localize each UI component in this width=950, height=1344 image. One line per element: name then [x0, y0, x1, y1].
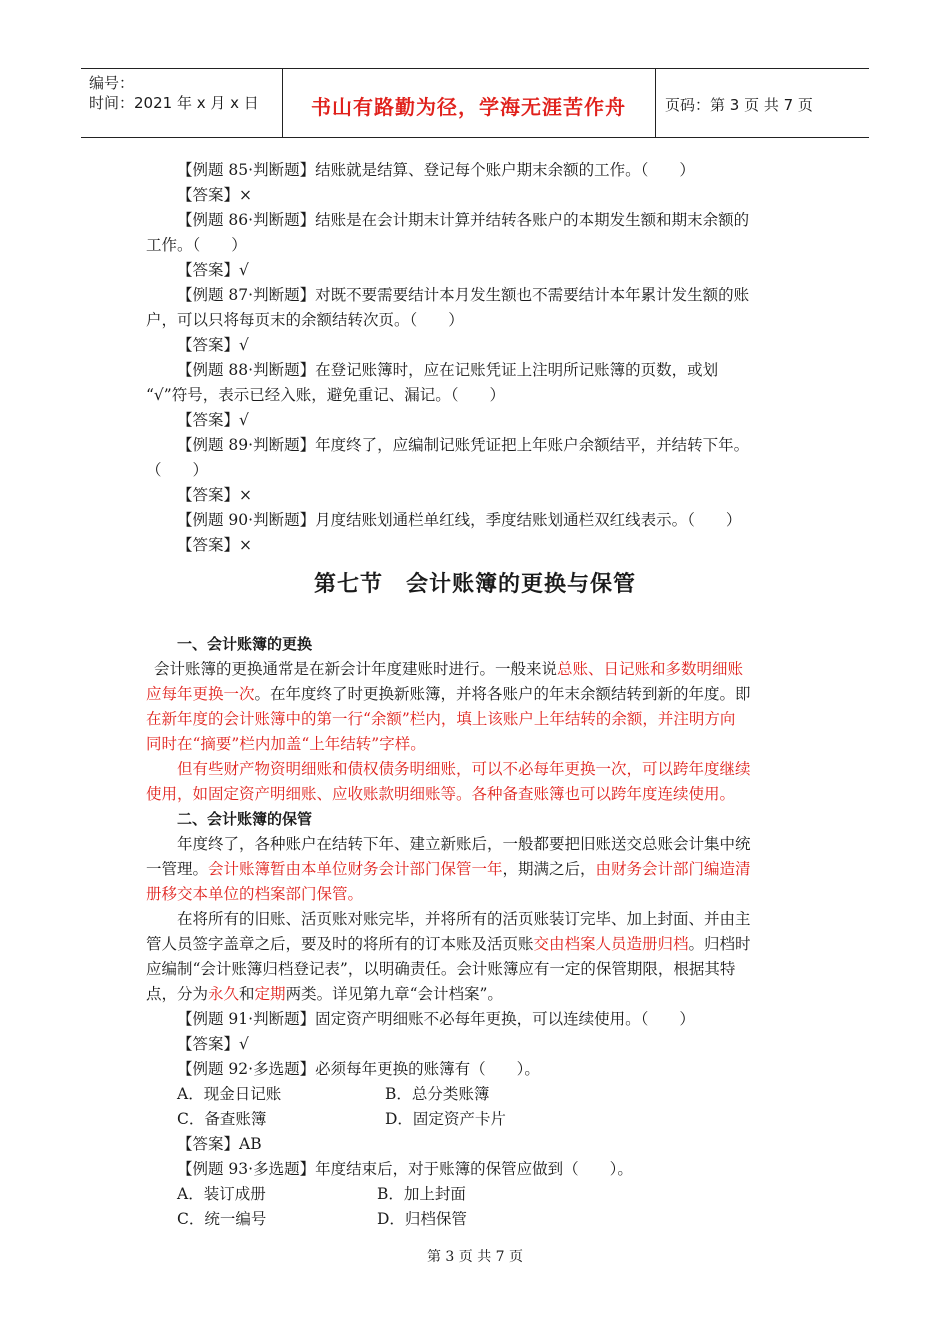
- question-92: 【例题 92·多选题】必须每年更换的账簿有（ ）。: [177, 1060, 540, 1078]
- paragraph-line: 管人员签字盖章之后，要及时的将所有的订本账及活页账交由档案人员造册归档。归档时: [146, 935, 751, 953]
- highlight-text: 应每年更换一次: [146, 685, 255, 703]
- question-87: 【例题 87·判断题】对既不要需要结计本月发生额也不需要结计本年累计发生额的账: [177, 286, 750, 304]
- paragraph-line: 册移交本单位的档案部门保管。: [146, 885, 364, 903]
- answer-88: 【答案】√: [177, 411, 249, 429]
- highlight-text: 永久: [208, 985, 240, 1003]
- header-motto: 书山有路勤为径，学海无涯苦作舟: [311, 95, 626, 119]
- highlight-text: 会计账簿暂由本单位财务会计部门保管一年: [208, 860, 503, 878]
- highlight-text: 交由档案人员造册归档: [533, 935, 689, 953]
- paragraph-line: 应每年更换一次。在年度终了时更换新账簿，并将各账户的年末余额结转到新的年度。即: [146, 685, 751, 703]
- answer-87: 【答案】√: [177, 336, 249, 354]
- paragraph-line: 点，分为永久和定期两类。详见第九章“会计档案”。: [146, 985, 503, 1003]
- question-88-cont: “√”符号，表示已经入账，避免重记、漏记。（ ）: [146, 386, 505, 404]
- highlight-text: 定期: [254, 985, 286, 1003]
- paragraph-line: 一管理。会计账簿暂由本单位财务会计部门保管一年，期满之后，由财务会计部门编造清: [146, 860, 751, 878]
- paragraph-exceptions: 但有些财产物资明细账和债权债务明细账，可以不必每年更换一次，可以跨年度继续: [177, 760, 751, 778]
- option-d: D．固定资产卡片: [385, 1110, 506, 1128]
- option-c: C．备查账簿: [177, 1110, 267, 1128]
- header-date: 时间：2021 年 x 月 x 日: [89, 94, 259, 112]
- paragraph-line: 同时在“摘要”栏内加盖“上年结转”字样。: [146, 735, 426, 753]
- option-d: D．归档保管: [377, 1210, 467, 1228]
- options-row: [146, 1107, 808, 1132]
- header-meta: [89, 73, 279, 113]
- page-footer: 第 3 页 共 7 页: [426, 1249, 524, 1265]
- question-86-cont: 工作。（ ）: [146, 236, 247, 254]
- paragraph-archiving: 在将所有的旧账、活页账对账完毕，并将所有的活页账装订完毕、加上封面、并由主: [177, 910, 751, 928]
- option-a: A．装订成册: [177, 1185, 266, 1203]
- options-row: [146, 1207, 808, 1232]
- option-c: C．统一编号: [177, 1210, 267, 1228]
- answer-85: 【答案】×: [177, 186, 252, 204]
- answer-90: 【答案】×: [177, 536, 252, 554]
- question-89-cont: （ ）: [146, 461, 209, 479]
- question-88: 【例题 88·判断题】在登记账簿时，应在记账凭证上注明所记账簿的页数，或划: [177, 361, 719, 379]
- exercise-block-1: [146, 158, 808, 558]
- section-body: [146, 632, 808, 1232]
- header-divider: [655, 69, 656, 137]
- options-row: [146, 1182, 808, 1207]
- section-title: 第七节 会计账簿的更换与保管: [313, 572, 636, 597]
- subheading-storage: 二、会计账簿的保管: [177, 810, 313, 828]
- question-91: 【例题 91·判断题】固定资产明细账不必每年更换，可以连续使用。（ ）: [177, 1010, 695, 1028]
- paragraph-line: 使用，如固定资产明细账、应收账款明细账等。各种备查账簿也可以跨年度连续使用。: [146, 785, 736, 803]
- question-85: 【例题 85·判断题】结账就是结算、登记每个账户期末余额的工作。（ ）: [177, 161, 695, 179]
- option-a: A．现金日记账: [177, 1085, 282, 1103]
- answer-91: 【答案】√: [177, 1035, 249, 1053]
- header-number: 编号：: [89, 74, 135, 92]
- question-89: 【例题 89·判断题】年度终了，应编制记账凭证把上年账户余额结平，并结转下年。: [177, 436, 750, 454]
- question-90: 【例题 90·判断题】月度结账划通栏单红线，季度结账划通栏双红线表示。（ ）: [177, 511, 742, 529]
- paragraph-line: 在新年度的会计账簿中的第一行“余额”栏内，填上该账户上年结转的余额，并注明方向: [146, 710, 736, 728]
- option-b: B．总分类账簿: [385, 1085, 490, 1103]
- option-b: B．加上封面: [377, 1185, 466, 1203]
- question-86: 【例题 86·判断题】结账是在会计期末计算并结转各账户的本期发生额和期末余额的: [177, 211, 750, 229]
- highlight-text: 由财务会计部门编造清: [595, 860, 751, 878]
- answer-86: 【答案】√: [177, 261, 249, 279]
- answer-92: 【答案】AB: [177, 1135, 262, 1153]
- options-row: [146, 1082, 808, 1107]
- answer-89: 【答案】×: [177, 486, 252, 504]
- paragraph-replacement: 会计账簿的更换通常是在新会计年度建账时进行。一般来说总账、日记账和多数明细账: [154, 660, 744, 678]
- paragraph-line: 应编制“会计账簿归档登记表”，以明确责任。会计账簿应有一定的保管期限，根据其特: [146, 960, 736, 978]
- highlight-text: 总账、日记账和多数明细账: [557, 660, 744, 678]
- question-93: 【例题 93·多选题】年度结束后，对于账簿的保管应做到（ ）。: [177, 1160, 633, 1178]
- paragraph-storage: 年度终了，各种账户在结转下年、建立新账后，一般都要把旧账送交总账会计集中统: [177, 835, 751, 853]
- header-page-number: 页码：第 3 页 共 7 页: [665, 96, 813, 114]
- question-87-cont: 户，可以只将每页末的余额结转次页。（ ）: [146, 311, 464, 329]
- subheading-replacement: 一、会计账簿的更换: [177, 635, 313, 653]
- page-header: [81, 68, 869, 138]
